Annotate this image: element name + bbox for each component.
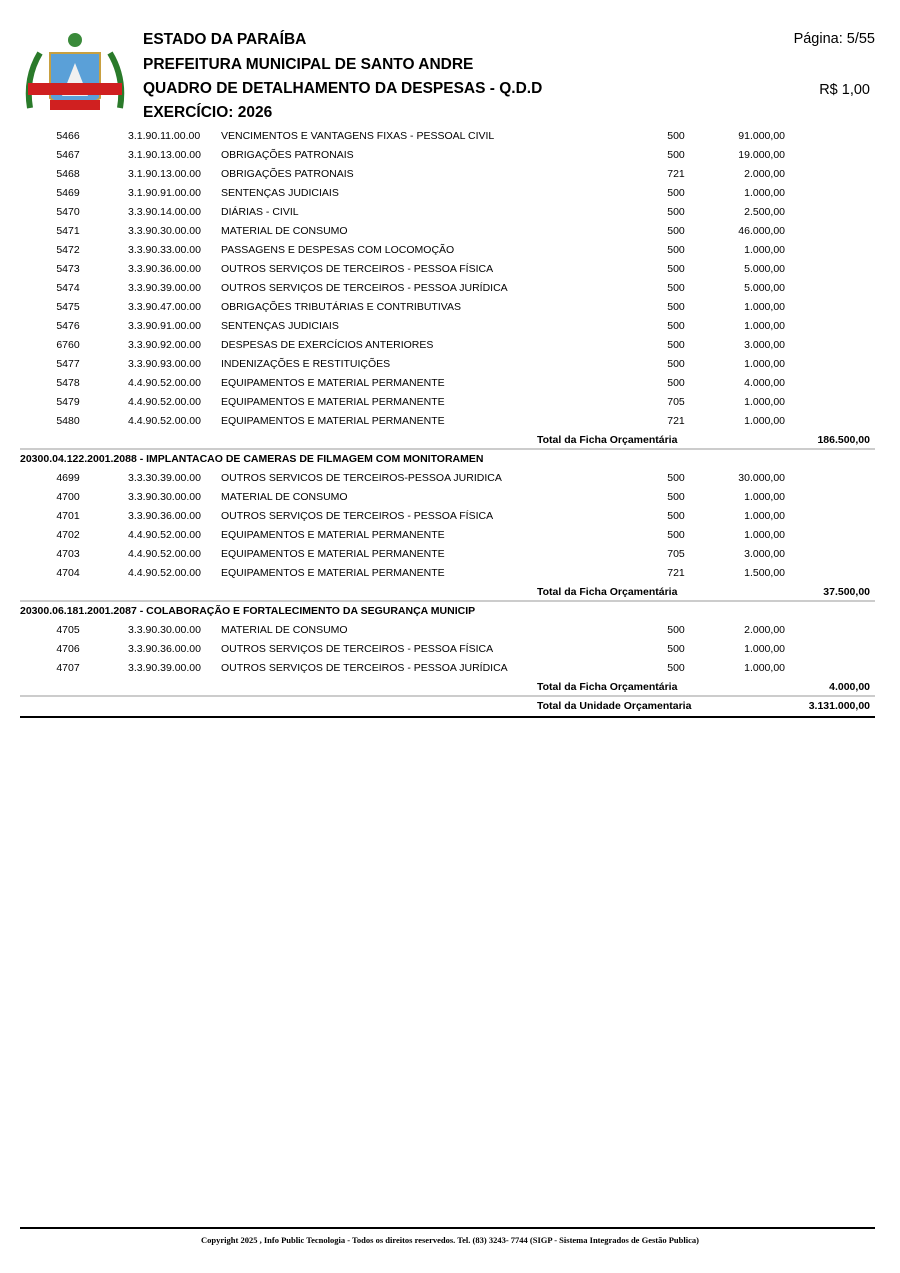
account-code: 3.3.90.14.00.00 xyxy=(128,206,201,218)
ficha-code: 5467 xyxy=(56,149,80,161)
description: SENTENÇAS JUDICIAIS xyxy=(221,187,339,199)
account-code: 3.3.90.93.00.00 xyxy=(128,358,201,370)
value: 30.000,00 xyxy=(738,472,785,484)
value: 5.000,00 xyxy=(744,263,785,275)
description: MATERIAL DE CONSUMO xyxy=(221,491,348,503)
description: OUTROS SERVIÇOS DE TERCEIROS - PESSOA FÍSICA xyxy=(221,643,494,655)
total-label: Total da Ficha Orçamentária xyxy=(537,434,678,446)
ficha-code: 4706 xyxy=(56,643,80,655)
fonte: 500 xyxy=(667,301,685,313)
ficha-code: 5475 xyxy=(56,301,80,313)
description: EQUIPAMENTOS E MATERIAL PERMANENTE xyxy=(221,529,445,541)
exercicio-label: EXERCÍCIO: 2026 xyxy=(143,104,273,121)
ficha-code: 5470 xyxy=(56,206,80,218)
ficha-code: 5472 xyxy=(56,244,80,256)
table-row xyxy=(20,279,875,298)
account-code: 3.1.90.91.00.00 xyxy=(128,187,201,199)
fonte: 500 xyxy=(667,130,685,142)
value: 1.000,00 xyxy=(744,529,785,541)
table-bottom-line xyxy=(20,716,875,718)
ficha-code: 4700 xyxy=(56,491,80,503)
description: OUTROS SERVIÇOS DE TERCEIROS - PESSOA JURÍDICA xyxy=(221,282,508,294)
description: PASSAGENS E DESPESAS COM LOCOMOÇÃO xyxy=(221,244,455,256)
description: SENTENÇAS JUDICIAIS xyxy=(221,320,339,332)
fonte: 721 xyxy=(667,415,685,427)
description: DIÁRIAS - CIVIL xyxy=(221,206,299,218)
report-title: QUADRO DE DETALHAMENTO DA DESPESAS - Q.D.D xyxy=(143,80,543,97)
table-row xyxy=(20,146,875,165)
fonte: 500 xyxy=(667,244,685,256)
fonte: 500 xyxy=(667,282,685,294)
value: 1.000,00 xyxy=(744,301,785,313)
description: OUTROS SERVIÇOS DE TERCEIROS - PESSOA FÍSICA xyxy=(221,263,494,275)
ficha-code: 4702 xyxy=(56,529,80,541)
account-code: 3.3.90.39.00.00 xyxy=(128,282,201,294)
ficha-code: 5468 xyxy=(56,168,80,180)
ficha-code: 5476 xyxy=(56,320,80,332)
description: OBRIGAÇÕES PATRONAIS xyxy=(221,149,354,161)
description: DESPESAS DE EXERCÍCIOS ANTERIORES xyxy=(221,339,434,351)
value: 1.000,00 xyxy=(744,396,785,408)
fonte: 705 xyxy=(667,396,685,408)
fonte: 500 xyxy=(667,206,685,218)
description: OUTROS SERVIÇOS DE TERCEIROS - PESSOA JURÍDICA xyxy=(221,662,508,674)
ficha-code: 4705 xyxy=(56,624,80,636)
description: EQUIPAMENTOS E MATERIAL PERMANENTE xyxy=(221,396,445,408)
fonte: 500 xyxy=(667,529,685,541)
account-code: 4.4.90.52.00.00 xyxy=(128,377,201,389)
value: 1.000,00 xyxy=(744,510,785,522)
table-row xyxy=(20,545,875,564)
fonte: 500 xyxy=(667,491,685,503)
table-row xyxy=(20,374,875,393)
ficha-code: 4699 xyxy=(56,472,80,484)
ficha-code: 5474 xyxy=(56,282,80,294)
account-code: 3.3.90.33.00.00 xyxy=(128,244,201,256)
table-row xyxy=(20,241,875,260)
value: 1.000,00 xyxy=(744,643,785,655)
section-title: 20300.04.122.2001.2088 - IMPLANTACAO DE CAMERAS DE FILMAGEM COM MONITORAMEN xyxy=(20,453,484,465)
fonte: 500 xyxy=(667,263,685,275)
account-code: 3.3.90.39.00.00 xyxy=(128,662,201,674)
ficha-code: 4707 xyxy=(56,662,80,674)
ficha-code: 5479 xyxy=(56,396,80,408)
value: 1.000,00 xyxy=(744,415,785,427)
table-row xyxy=(20,127,875,146)
value: 91.000,00 xyxy=(738,130,785,142)
account-code: 3.3.90.47.00.00 xyxy=(128,301,201,313)
table-row xyxy=(20,469,875,488)
section-header xyxy=(20,602,875,621)
total-value: 186.500,00 xyxy=(817,434,870,446)
description: EQUIPAMENTOS E MATERIAL PERMANENTE xyxy=(221,377,445,389)
description: EQUIPAMENTOS E MATERIAL PERMANENTE xyxy=(221,415,445,427)
fonte: 500 xyxy=(667,472,685,484)
account-code: 3.3.90.36.00.00 xyxy=(128,643,201,655)
account-code: 3.3.90.91.00.00 xyxy=(128,320,201,332)
account-code: 3.3.90.92.00.00 xyxy=(128,339,201,351)
fonte: 500 xyxy=(667,149,685,161)
value: 1.000,00 xyxy=(744,491,785,503)
value: 4.000,00 xyxy=(744,377,785,389)
table-row xyxy=(20,507,875,526)
fonte: 500 xyxy=(667,225,685,237)
ficha-code: 5471 xyxy=(56,225,80,237)
table-row xyxy=(20,621,875,640)
fonte: 721 xyxy=(667,168,685,180)
table-row xyxy=(20,526,875,545)
fonte: 705 xyxy=(667,548,685,560)
table-row xyxy=(20,336,875,355)
table-row xyxy=(20,412,875,431)
value: 1.000,00 xyxy=(744,187,785,199)
value: 3.000,00 xyxy=(744,339,785,351)
account-code: 4.4.90.52.00.00 xyxy=(128,567,201,579)
fonte: 500 xyxy=(667,510,685,522)
value: 2.500,00 xyxy=(744,206,785,218)
value: 3.000,00 xyxy=(744,548,785,560)
description: VENCIMENTOS E VANTAGENS FIXAS - PESSOAL CIVIL xyxy=(221,130,495,142)
fonte: 500 xyxy=(667,624,685,636)
municipal-coat-of-arms-logo xyxy=(20,28,130,120)
account-code: 4.4.90.52.00.00 xyxy=(128,396,201,408)
unit-total-value: 3.131.000,00 xyxy=(808,700,870,712)
ficha-code: 5469 xyxy=(56,187,80,199)
value: 2.000,00 xyxy=(744,624,785,636)
table-row xyxy=(20,659,875,678)
fonte: 500 xyxy=(667,187,685,199)
total-value: 4.000,00 xyxy=(829,681,870,693)
fonte: 721 xyxy=(667,567,685,579)
page-number: Página: 5/55 xyxy=(793,31,875,47)
ficha-code: 4704 xyxy=(56,567,80,579)
table-row xyxy=(20,317,875,336)
table-row xyxy=(20,260,875,279)
table-row xyxy=(20,184,875,203)
account-code: 3.1.90.11.00.00 xyxy=(128,130,201,142)
fonte: 500 xyxy=(667,662,685,674)
description: EQUIPAMENTOS E MATERIAL PERMANENTE xyxy=(221,548,445,560)
value: 2.000,00 xyxy=(744,168,785,180)
account-code: 3.1.90.13.00.00 xyxy=(128,168,201,180)
account-code: 3.3.90.30.00.00 xyxy=(128,491,201,503)
footer-divider xyxy=(20,1227,875,1229)
value: 1.000,00 xyxy=(744,358,785,370)
total-value: 37.500,00 xyxy=(823,586,870,598)
fonte: 500 xyxy=(667,643,685,655)
section-header xyxy=(20,450,875,469)
ficha-code: 5473 xyxy=(56,263,80,275)
description: OBRIGAÇÕES TRIBUTÁRIAS E CONTRIBUTIVAS xyxy=(221,301,461,313)
description: EQUIPAMENTOS E MATERIAL PERMANENTE xyxy=(221,567,445,579)
total-label: Total da Ficha Orçamentária xyxy=(537,681,678,693)
state-title: ESTADO DA PARAÍBA xyxy=(143,31,307,48)
value: 46.000,00 xyxy=(738,225,785,237)
fonte: 500 xyxy=(667,339,685,351)
description: INDENIZAÇÕES E RESTITUIÇÕES xyxy=(221,358,391,370)
fonte: 500 xyxy=(667,358,685,370)
table-row xyxy=(20,564,875,583)
description: OUTROS SERVIÇOS DE TERCEIROS - PESSOA FÍSICA xyxy=(221,510,494,522)
table-row xyxy=(20,488,875,507)
account-code: 4.4.90.52.00.00 xyxy=(128,548,201,560)
unit-total-label: Total da Unidade Orçamentaria xyxy=(537,700,692,712)
table-row xyxy=(20,165,875,184)
table-row xyxy=(20,355,875,374)
account-code: 3.1.90.13.00.00 xyxy=(128,149,201,161)
value: 1.000,00 xyxy=(744,320,785,332)
ficha-code: 4703 xyxy=(56,548,80,560)
ficha-code: 5478 xyxy=(56,377,80,389)
table-row xyxy=(20,393,875,412)
fonte: 500 xyxy=(667,377,685,389)
value: 5.000,00 xyxy=(744,282,785,294)
table-row xyxy=(20,298,875,317)
description: MATERIAL DE CONSUMO xyxy=(221,624,348,636)
account-code: 4.4.90.52.00.00 xyxy=(128,415,201,427)
currency-unit: R$ 1,00 xyxy=(819,82,870,98)
description: MATERIAL DE CONSUMO xyxy=(221,225,348,237)
value: 1.500,00 xyxy=(744,567,785,579)
account-code: 3.3.90.30.00.00 xyxy=(128,225,201,237)
unit-total-row xyxy=(20,697,875,716)
ficha-code: 5477 xyxy=(56,358,80,370)
value: 1.000,00 xyxy=(744,662,785,674)
table-row xyxy=(20,222,875,241)
ficha-code: 5480 xyxy=(56,415,80,427)
table-row xyxy=(20,203,875,222)
account-code: 3.3.30.39.00.00 xyxy=(128,472,201,484)
description: OUTROS SERVICOS DE TERCEIROS-PESSOA JURIDICA xyxy=(221,472,502,484)
ficha-code: 5466 xyxy=(56,130,80,142)
ficha-code: 4701 xyxy=(56,510,80,522)
description: OBRIGAÇÕES PATRONAIS xyxy=(221,168,354,180)
prefeitura-title: PREFEITURA MUNICIPAL DE SANTO ANDRE xyxy=(143,56,474,73)
account-code: 3.3.90.30.00.00 xyxy=(128,624,201,636)
table-row xyxy=(20,640,875,659)
ficha-code: 6760 xyxy=(56,339,80,351)
total-label: Total da Ficha Orçamentária xyxy=(537,586,678,598)
value: 1.000,00 xyxy=(744,244,785,256)
value: 19.000,00 xyxy=(738,149,785,161)
account-code: 4.4.90.52.00.00 xyxy=(128,529,201,541)
account-code: 3.3.90.36.00.00 xyxy=(128,510,201,522)
section-title: 20300.06.181.2001.2087 - COLABORAÇÃO E FORTALECIMENTO DA SEGURANÇA MUNICIP xyxy=(20,605,476,617)
footer-copyright: Copyright 2025 , Info Public Tecnologia - Todos os direitos reservedos. Tel. (83) 3243- 7744 (SIGP - Sistema Integrados de Gestão Publica) xyxy=(201,1235,699,1245)
account-code: 3.3.90.36.00.00 xyxy=(128,263,201,275)
fonte: 500 xyxy=(667,320,685,332)
